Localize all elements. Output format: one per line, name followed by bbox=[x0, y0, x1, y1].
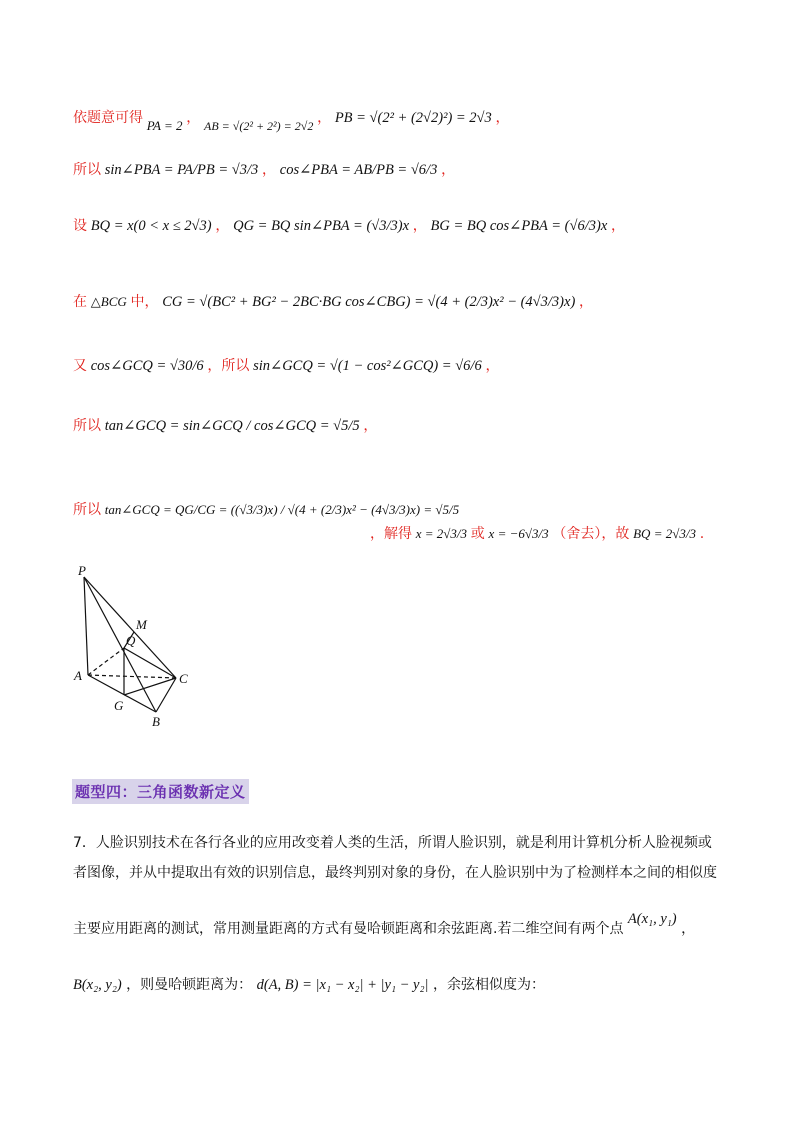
solution-line-7-cont bbox=[370, 524, 704, 544]
line4-prefix: 在 bbox=[73, 294, 87, 310]
line7-reject: （舍去），故 bbox=[552, 526, 630, 542]
line2-end: ， bbox=[441, 162, 456, 178]
line2-math-sin: sin∠PBA = PA/PB = √3/3 bbox=[104, 162, 259, 178]
line3-math-bg: BG = BQ cos∠PBA = (√6/3)x bbox=[430, 218, 608, 234]
line7-math-bq: BQ = 2√3/3 bbox=[633, 526, 696, 541]
label-m: M bbox=[136, 617, 147, 632]
manhattan-distance: d(A, B) = |x₁ − x₂| + |y₁ − y₂| bbox=[256, 977, 429, 993]
solution-line-6 bbox=[73, 416, 377, 436]
label-b: B bbox=[152, 714, 160, 729]
solution-line-2 bbox=[73, 160, 455, 180]
point-a: A(x₁, y₁) bbox=[627, 911, 677, 927]
line7-prefix: 所以 bbox=[73, 502, 101, 518]
line1-prefix: 依题意可得 bbox=[73, 110, 143, 126]
line5-math-sin: sin∠GCQ = √(1 − cos²∠GCQ) = √6/6 bbox=[253, 358, 482, 374]
line1-math-ab: AB = √(2² + 2²) = 2√2 bbox=[204, 119, 314, 133]
line5-end: ， bbox=[485, 358, 500, 374]
problem-line-4 bbox=[73, 974, 545, 994]
line2-sep: ， bbox=[262, 162, 277, 178]
line1-end: ， bbox=[495, 110, 510, 126]
label-c: C bbox=[179, 671, 188, 686]
line4-end: ， bbox=[579, 294, 594, 310]
solution-line-1 bbox=[73, 108, 510, 133]
line1-sep2: ， bbox=[317, 110, 332, 126]
line5-mid: ，所以 bbox=[207, 358, 250, 374]
segment-qc bbox=[124, 648, 176, 678]
problem-line-2: 者图像，并从中提取出有效的识别信息，最终判别对象的身份，在人脸识别中为了检测样本之间的相似度 bbox=[73, 865, 717, 881]
line4-math-triangle: △BCG bbox=[90, 294, 127, 309]
problem-line-4-mid: ，则曼哈顿距离为： bbox=[126, 977, 253, 993]
line4-math-cg: CG = √(BC² + BG² − 2BC·BG cos∠CBG) = √(4 + (2/3)x² − (4√3/3)x) bbox=[162, 294, 576, 310]
line2-math-cos: cos∠PBA = AB/PB = √6/3 bbox=[279, 162, 438, 178]
problem-line-4-end: ，余弦相似度为： bbox=[432, 977, 545, 993]
section-heading: 题型四：三角函数新定义 bbox=[72, 779, 249, 804]
line6-end: ， bbox=[363, 418, 378, 434]
edge-ac-dashed bbox=[88, 675, 176, 678]
line2-prefix: 所以 bbox=[73, 162, 101, 178]
line6-math-tan: tan∠GCQ = sin∠GCQ / cos∠GCQ = √5/5 bbox=[104, 418, 360, 434]
line5-prefix: 又 bbox=[73, 358, 87, 374]
line1-math-pb: PB = √(2² + (2√2)²) = 2√3 bbox=[334, 110, 492, 126]
edge-pa bbox=[84, 577, 88, 675]
solution-line-5 bbox=[73, 356, 499, 376]
line5-math-cos: cos∠GCQ = √30/6 bbox=[90, 358, 204, 374]
line6-prefix: 所以 bbox=[73, 418, 101, 434]
line7-math-tan: tan∠GCQ = QG/CG = ((√3/3)x) / √(4 + (2/3)x² − (4√3/3)x) = √5/5 bbox=[104, 502, 460, 517]
line3-sep2: ， bbox=[412, 218, 427, 234]
line7-or: 或 bbox=[470, 526, 485, 542]
line1-math-pa: PA = 2 bbox=[146, 118, 183, 133]
solution-line-3 bbox=[73, 216, 625, 236]
line3-math-qg: QG = BQ sin∠PBA = (√3/3)x bbox=[233, 218, 410, 234]
problem-line-3-text: 主要应用距离的测试，常用测量距离的方式有曼哈顿距离和余弦距离.若二维空间有两个点 bbox=[73, 921, 624, 937]
line3-math-bq: BQ = x(0 < x ≤ 2√3) bbox=[90, 218, 212, 234]
line3-sep: ， bbox=[215, 218, 230, 234]
solution-line-7 bbox=[73, 500, 459, 520]
problem-line-3 bbox=[73, 911, 696, 938]
solution-line-4 bbox=[73, 292, 593, 312]
label-a: A bbox=[74, 668, 82, 683]
label-g: G bbox=[114, 698, 124, 713]
segment-aq-dashed bbox=[88, 648, 124, 675]
line1-sep1: ， bbox=[186, 110, 201, 126]
line4-mid: 中， bbox=[130, 294, 159, 310]
label-p: P bbox=[78, 563, 86, 578]
pyramid-figure bbox=[64, 560, 214, 740]
line3-prefix: 设 bbox=[73, 218, 87, 234]
line7-mid: ，解得 bbox=[370, 526, 412, 542]
label-q: Q bbox=[126, 633, 136, 648]
problem-line-1: 7．人脸识别技术在各行各业的应用改变着人类的生活，所谓人脸识别，就是利用计算机分析人脸视频或 bbox=[73, 835, 712, 851]
line3-end: ， bbox=[611, 218, 625, 234]
line7-math-x2: x = −6√3/3 bbox=[488, 526, 549, 541]
segment-gc bbox=[124, 678, 176, 695]
problem-line-3-end: ， bbox=[681, 921, 696, 937]
line7-math-x1: x = 2√3/3 bbox=[415, 526, 468, 541]
point-b: B(x₂, y₂) bbox=[73, 977, 122, 993]
line7-end: . bbox=[699, 526, 705, 542]
